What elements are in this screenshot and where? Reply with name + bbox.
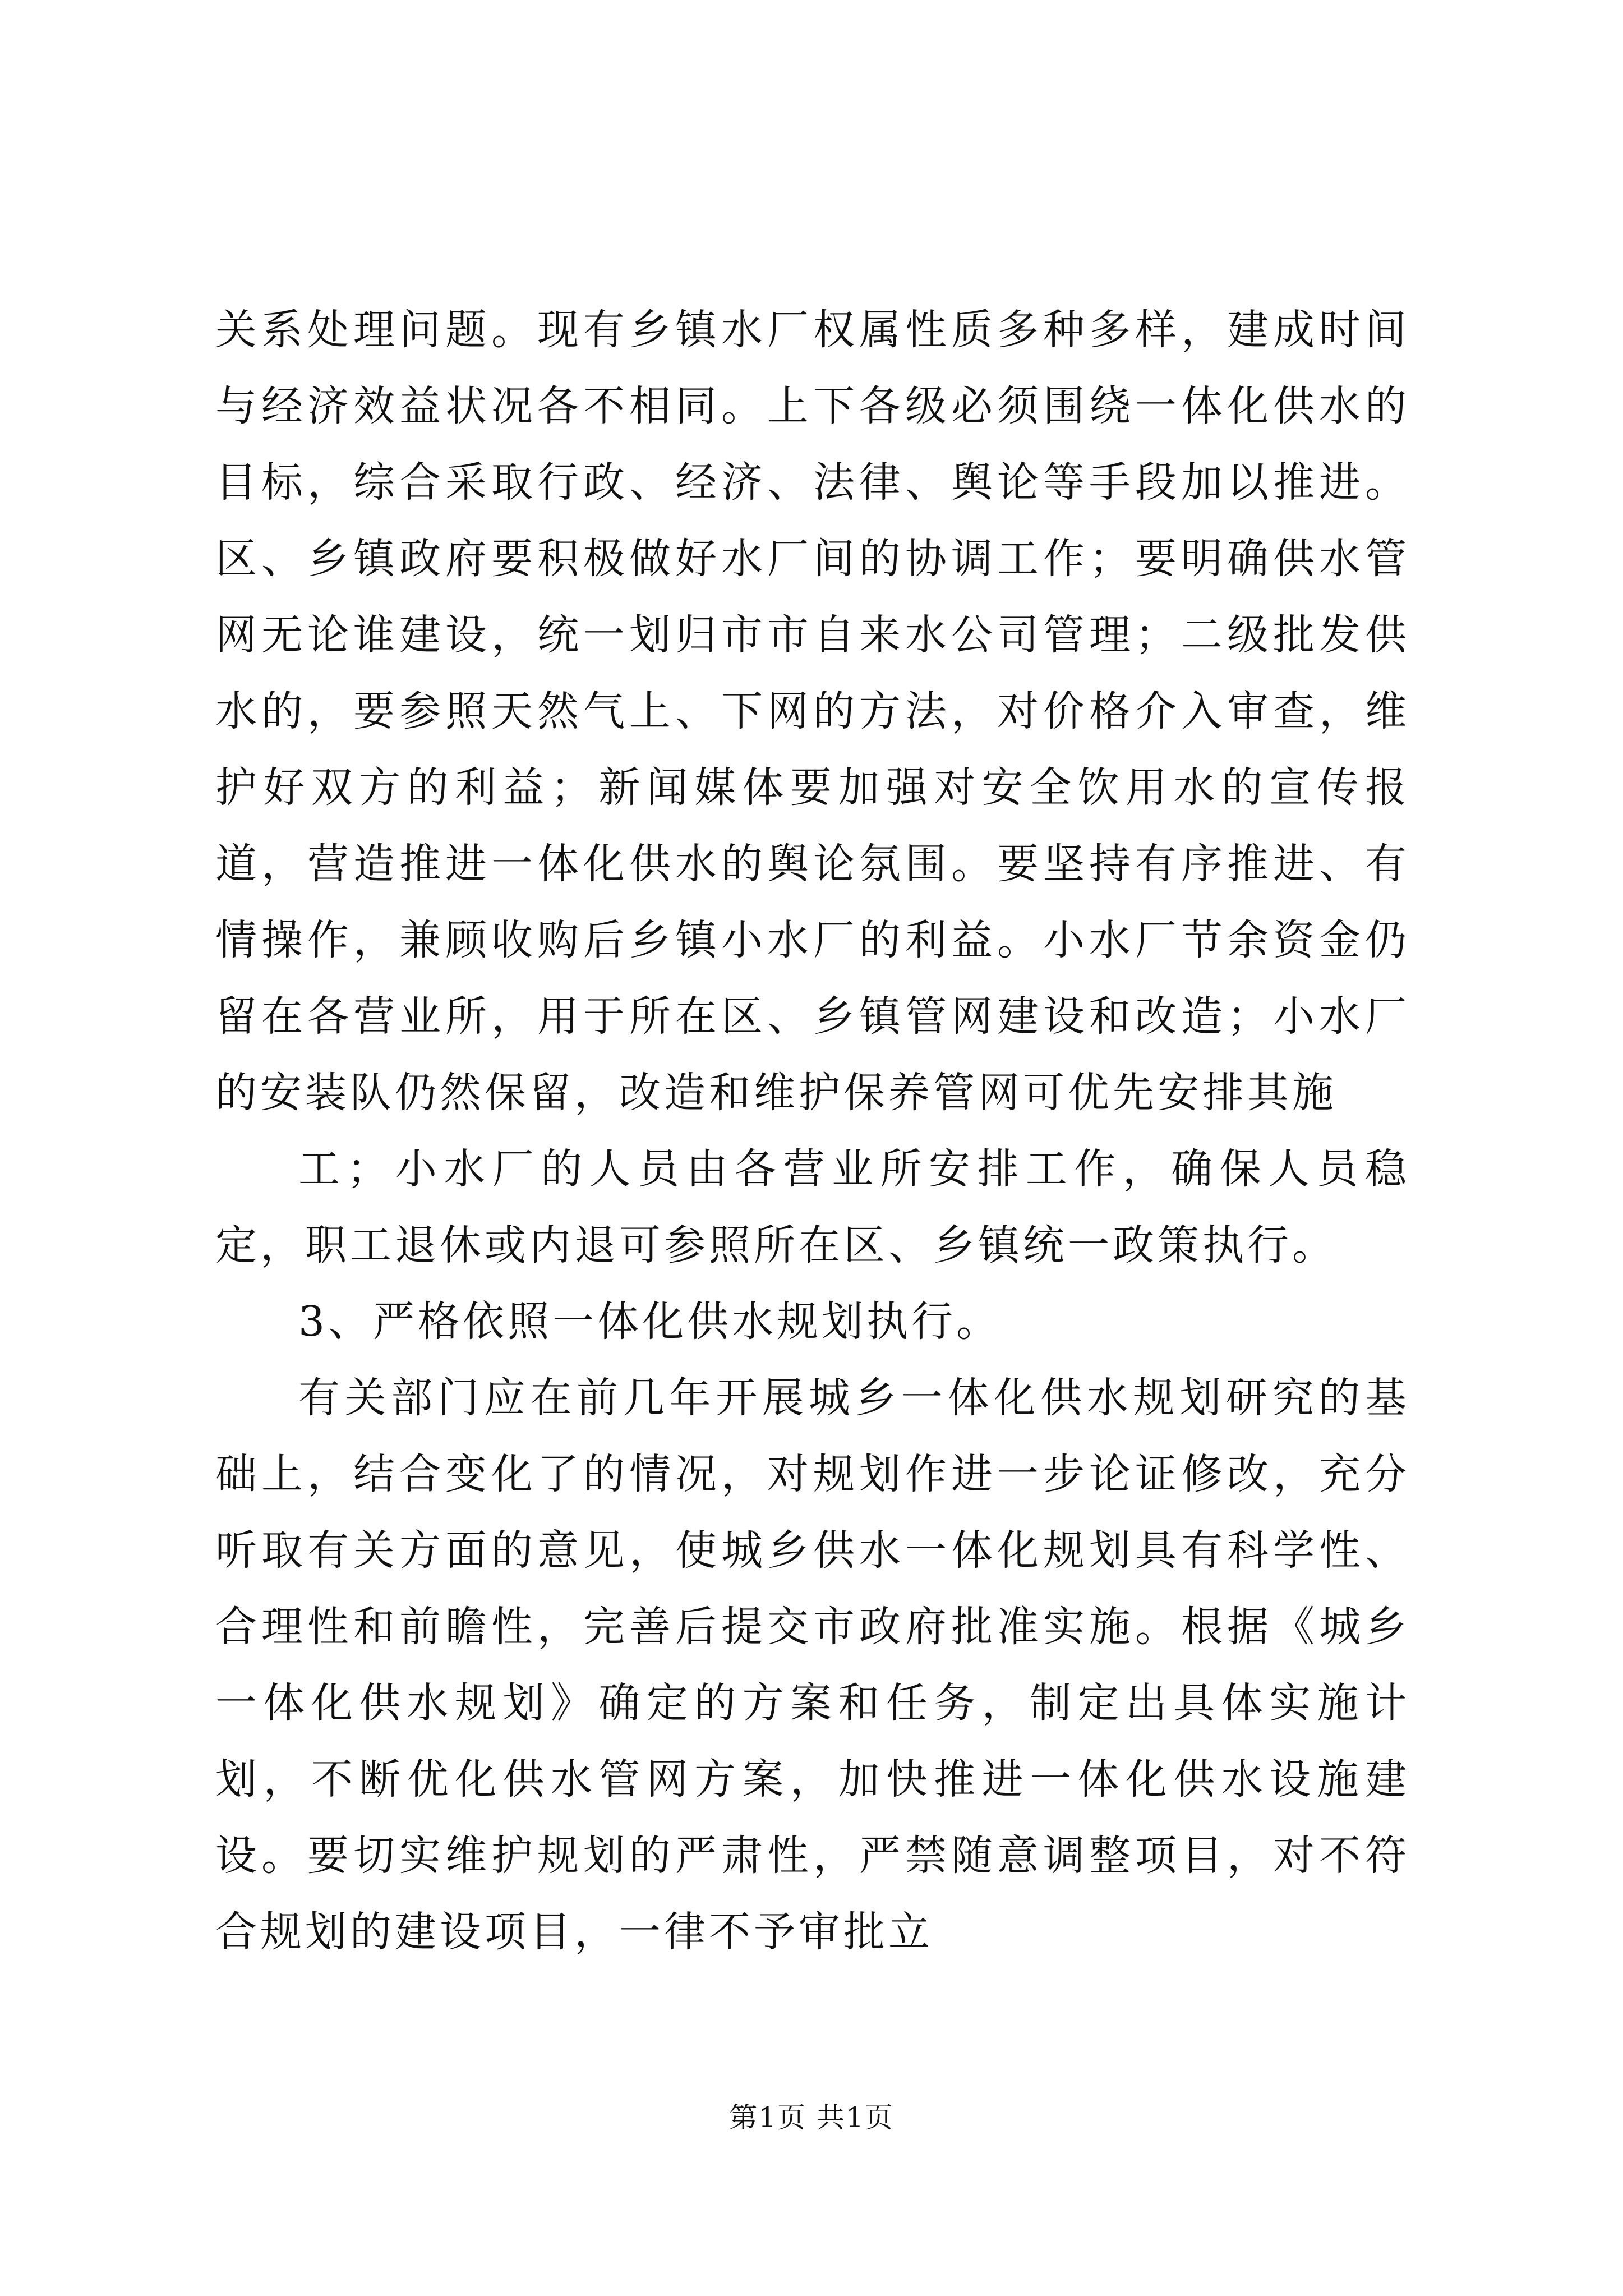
page-footer: 第1页 共1页 (729, 2101, 894, 2134)
paragraph-4: 有关部门应在前几年开展城乡一体化供水规划研究的基础上，结合变化了的情况，对规划作进一步论证修改，充分听取有关方面的意见，使城乡供水一体化规划具有科学性、合理性和前瞻性，完善后提交市政府批准实施。根据《城乡一体化供水规划》确定的方案和任务，制定出具体实施计划，不断优化供水管网方案，加快推进一体化供水设施建设。要切实维护规划的严肃性，严禁随意调整项目，对不符合规划的建设项目，一律不予审批立 (215, 1374, 1410, 1956)
document-body (215, 292, 1410, 1970)
paragraph-3-heading: 3、严格依照一体化供水规划执行。 (298, 1297, 1002, 1346)
paragraph-1: 关系处理问题。现有乡镇水厂权属性质多种多样，建成时间与经济效益状况各不相同。上下各级必须围绕一体化供水的目标，综合采取行政、经济、法律、舆论等手段加以推进。区、乡镇政府要积极做好水厂间的协调工作；要明确供水管网无论谁建设，统一划归市市自来水公司管理；二级批发供水的，要参照天然气上、下网的方法，对价格介入审查，维护好双方的利益；新闻媒体要加强对安全饮用水的宣传报道，营造推进一体化供水的舆论氛围。要坚持有序推进、有情操作，兼顾收购后乡镇小水厂的利益。小水厂节余资金仍留在各营业所，用于所在区、乡镇管网建设和改造；小水厂的安装队仍然保留，改造和维护保养管网可优先安排其施 (215, 306, 1410, 1117)
paragraph-2: 工；小水厂的人员由各营业所安排工作，确保人员稳定，职工退休或内退可参照所在区、乡镇统一政策执行。 (215, 1145, 1410, 1269)
